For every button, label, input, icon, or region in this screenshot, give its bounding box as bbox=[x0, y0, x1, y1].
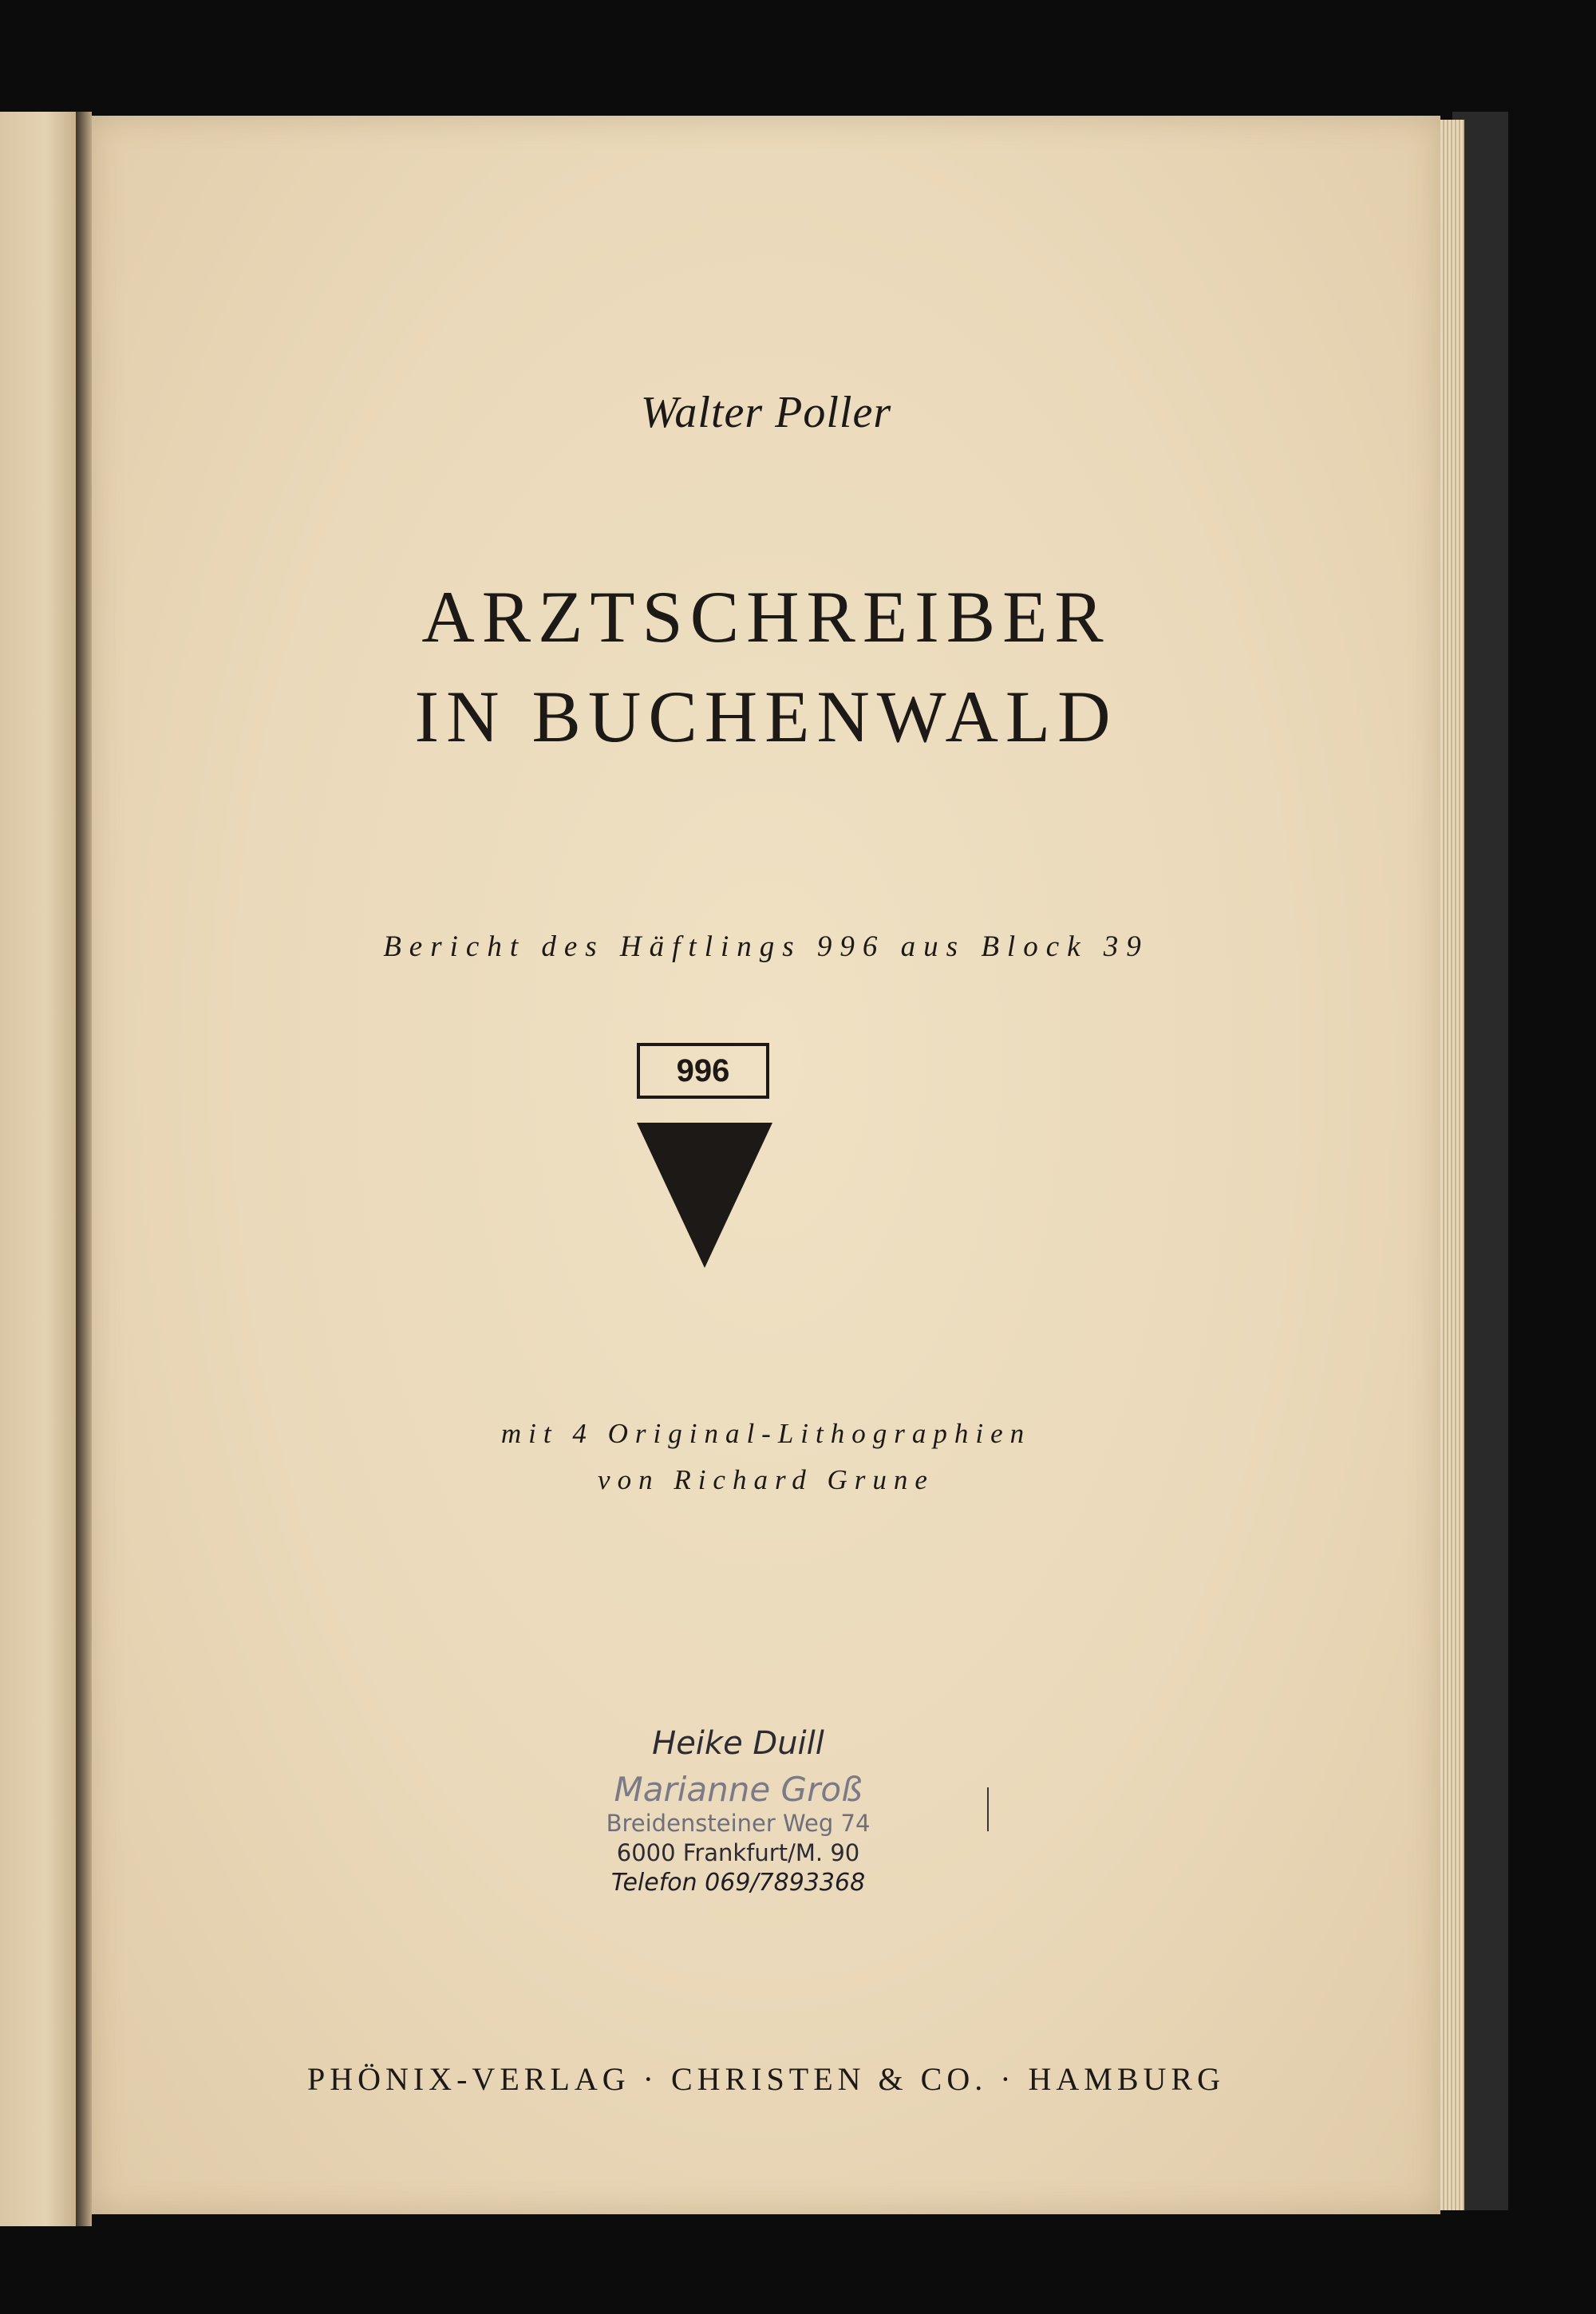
owner-stamp-name-2: Marianne Groß bbox=[614, 1770, 863, 1809]
author-name: Walter Poller bbox=[640, 388, 892, 437]
title-line-2: IN BUCHENWALD bbox=[414, 676, 1118, 757]
owner-stamp-street: Breidensteiner Weg 74 bbox=[606, 1810, 871, 1837]
illustrations-note-line-1: mit 4 Original-Lithographien bbox=[500, 1418, 1032, 1449]
owner-stamp-city: 6000 Frankfurt/M. 90 bbox=[616, 1839, 860, 1866]
left-page-edge bbox=[0, 112, 77, 2226]
book-gutter bbox=[76, 112, 92, 2226]
pencil-mark bbox=[987, 1787, 989, 1831]
title-line-1: ARZTSCHREIBER bbox=[421, 576, 1111, 657]
owner-stamp-phone: Telefon 069/7893368 bbox=[610, 1869, 866, 1897]
inverted-triangle-icon bbox=[637, 1123, 772, 1268]
publisher-line: PHÖNIX-VERLAG · CHRISTEN & CO. · HAMBURG bbox=[307, 2061, 1225, 2097]
subtitle: Bericht des Häftlings 996 aus Block 39 bbox=[383, 930, 1149, 963]
owner-stamp-name: Heike Duill bbox=[652, 1725, 824, 1762]
prisoner-number-badge: 996 bbox=[637, 1043, 769, 1099]
title-page bbox=[92, 116, 1440, 2214]
illustrations-note-line-2: von Richard Grune bbox=[598, 1464, 934, 1495]
